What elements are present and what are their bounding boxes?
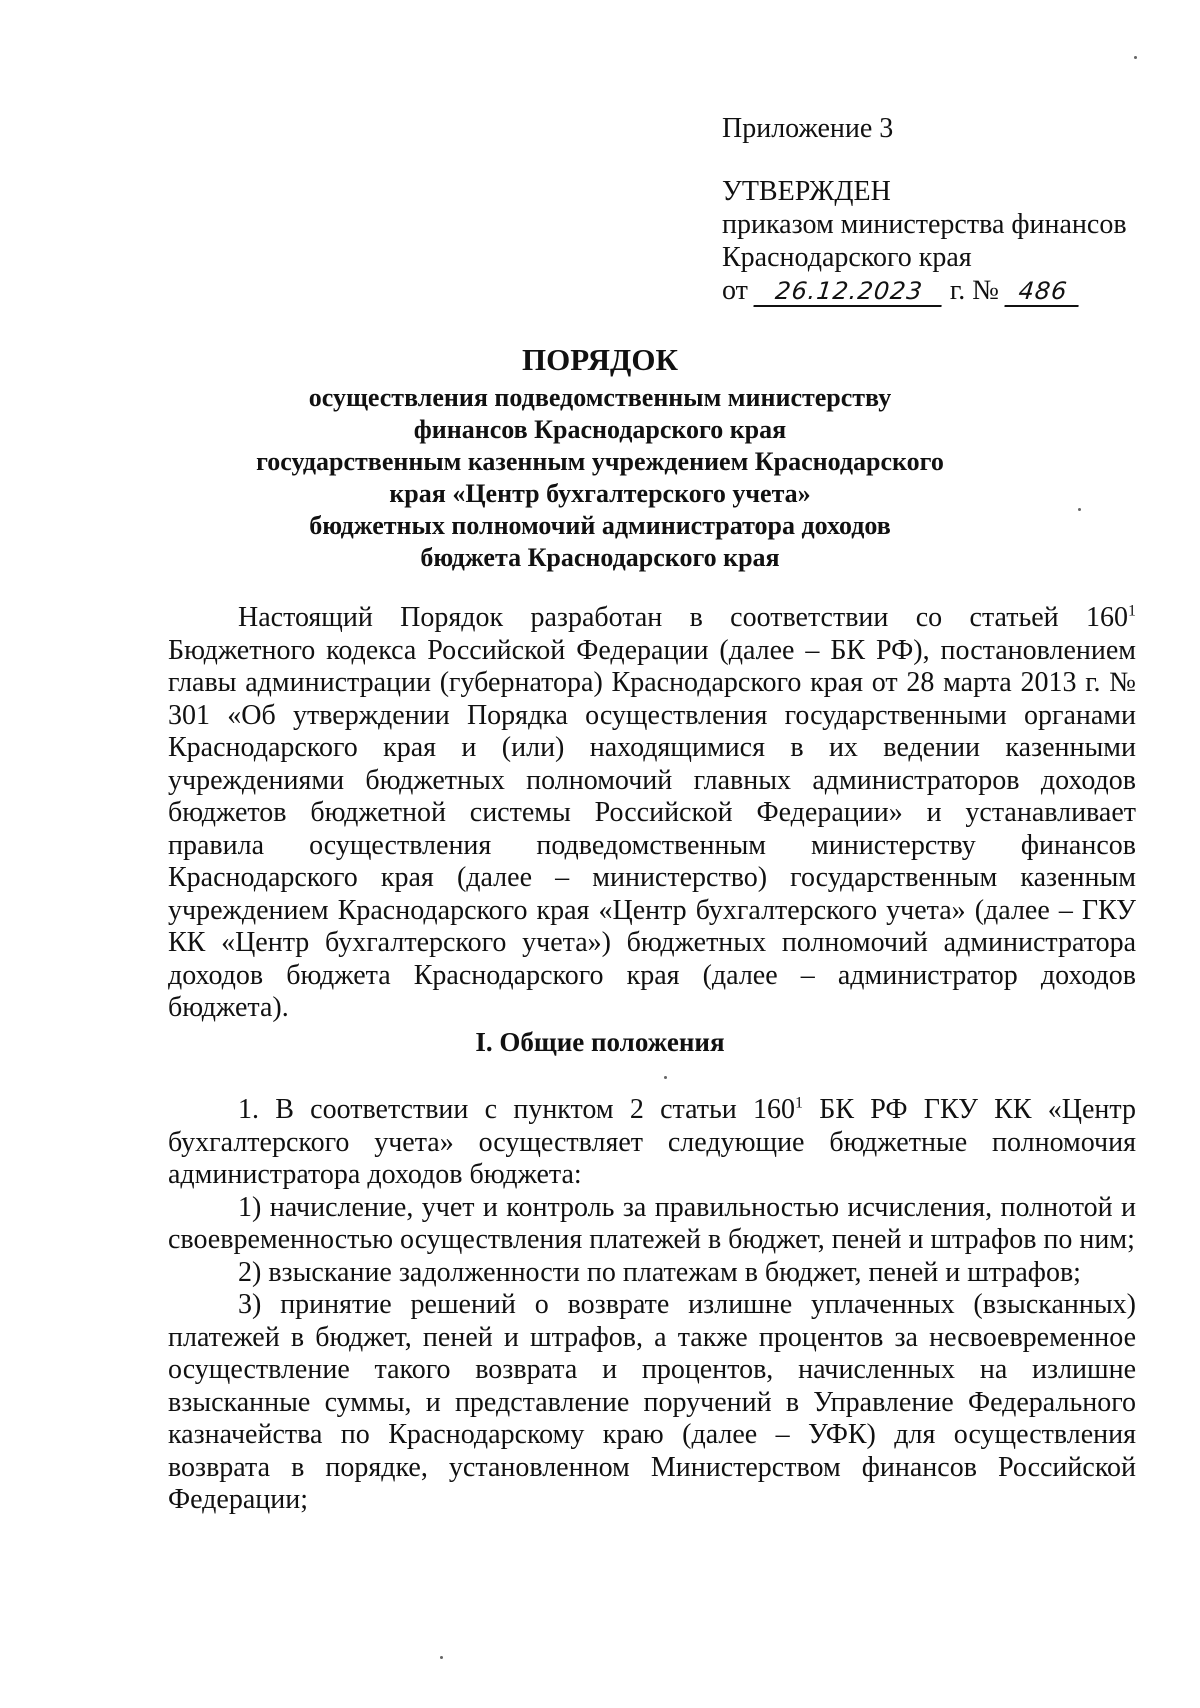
article-superscript: 1	[795, 1094, 804, 1112]
clause-text-rest: БК РФ ГКУ КК «Центр бухгалтерского учета» осуществляет следующие бюджетные полномочия администратора доходов бюджета:	[168, 1094, 1136, 1190]
list-item: 3) принятие решений о возврате излишне уплаченных (взысканных) платежей в бюджет, пеней и штрафов, а также процентов за несвоевременное осуществление такого возврата и процентов, начисленных на излишне взысканные суммы, и представление поручений в Управление Федерального казначейства по Краснодарскому краю (далее – УФК) для осуществления возврата в порядке, установленном Министерством финансов Российской Федерации;	[168, 1289, 1136, 1515]
clause-text-start: 1. В соответствии с пунктом 2 статьи 160	[238, 1094, 796, 1125]
scan-speck	[440, 1656, 443, 1659]
intro-text	[168, 602, 1136, 1025]
scan-speck	[664, 1076, 667, 1079]
list-item: 1) начисление, учет и контроль за правильностью исчисления, полнотой и своевременностью осуществления платежей в бюджет, пеней и штрафов по ним;	[168, 1191, 1136, 1255]
title-line: государственным казенным учреждением Краснодарского	[256, 447, 944, 476]
intro-text-rest: Бюджетного кодекса Российской Федерации (далее – БК РФ), постановлением главы администрации (губернатора) Краснодарского края от 28 марта 2013 г. № 301 «Об утверждении Порядка осуществления государственными органами Краснодарского края и (или) находящимися в их ведении казенными учреждениями бюджетных полномочий главных администраторов доходов бюджетов бюджетной системы Российской Федерации» и устанавливает правила осуществления подведомственным министерству финансов Краснодарского края (далее – министерство) государственным казенным учреждением Краснодарского края «Центр бухгалтерского учета» (далее – ГКУ КК «Центр бухгалтерского учета») бюджетных полномочий администратора доходов бюджета Краснодарского края (далее – администратор доходов бюджета).	[168, 634, 1136, 1023]
section-heading: I. Общие положения	[475, 1027, 725, 1057]
section-body	[168, 1094, 1136, 1517]
approval-date-line	[722, 274, 1162, 307]
approved-by-line: приказом министерства финансов	[722, 209, 1127, 240]
handwritten-order-number: 486	[1004, 277, 1081, 307]
approved-label: УТВЕРЖДЕН	[722, 176, 891, 207]
scan-speck	[1078, 508, 1081, 511]
year-number-label: г. №	[949, 275, 999, 306]
title-line: бюджета Краснодарского края	[420, 543, 780, 572]
clause-paragraph	[168, 1094, 1136, 1192]
scan-speck	[1134, 56, 1137, 59]
title-line: бюджетных полномочий администратора доходов	[309, 511, 891, 540]
document-title-block	[150, 340, 1050, 574]
title-line: финансов Краснодарского края	[413, 415, 787, 444]
date-prefix: от	[722, 275, 748, 306]
approved-by-region: Краснодарского края	[722, 242, 972, 273]
title-line: осуществления подведомственным министерству	[308, 383, 892, 412]
handwritten-date: 26.12.2023	[753, 277, 944, 307]
article-superscript: 1	[1128, 602, 1136, 620]
intro-paragraph	[168, 602, 1136, 1025]
approval-stamp	[722, 112, 1162, 307]
intro-text-start: Настоящий Порядок разработан в соответствии со статьей 160	[238, 602, 1128, 633]
appendix-label: Приложение 3	[722, 113, 894, 144]
list-item: 2) взыскание задолженности по платежам в бюджет, пеней и штрафов;	[238, 1256, 1081, 1288]
document-title: ПОРЯДОК	[522, 342, 678, 377]
title-line: края «Центр бухгалтерского учета»	[389, 479, 811, 508]
